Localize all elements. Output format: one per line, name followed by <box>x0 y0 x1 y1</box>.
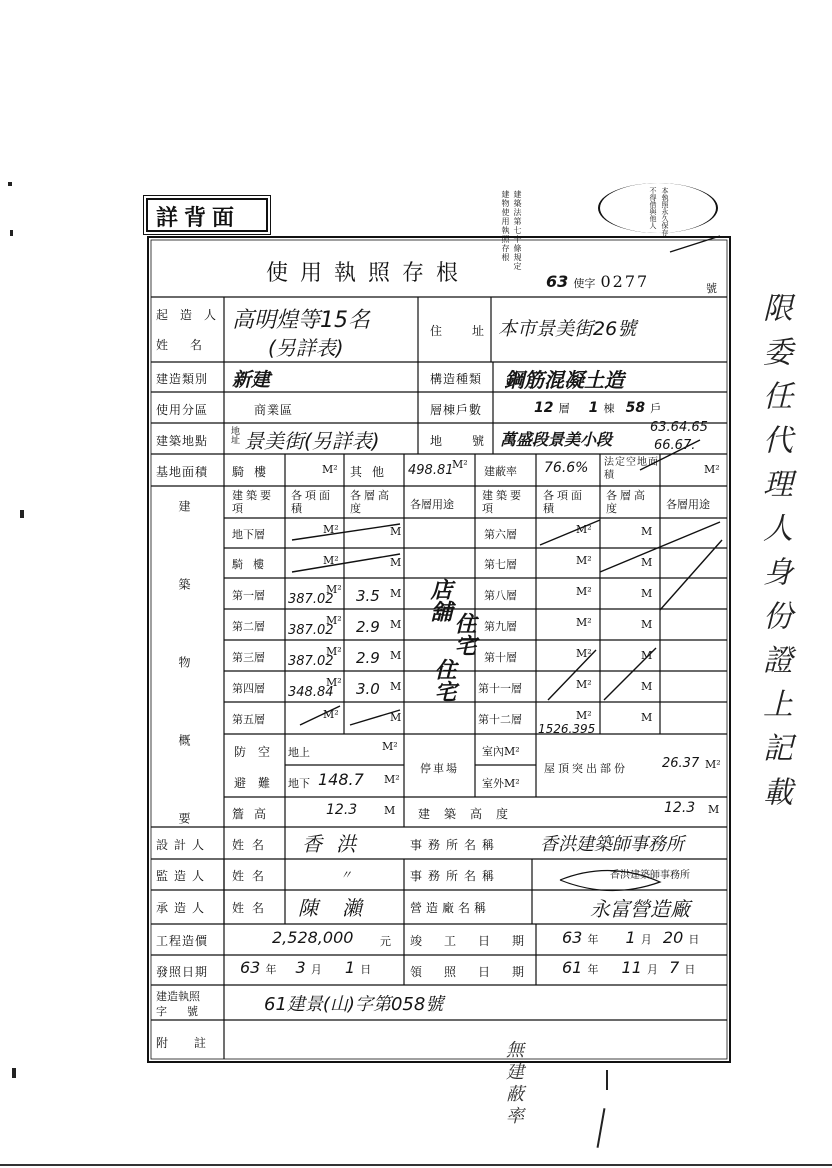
factory-value: 永富營造廠 <box>590 897 690 921</box>
shelter-label-1: 防空 <box>234 745 283 759</box>
col-use-right: 各層用途 <box>666 498 710 511</box>
arcade-unit: M² <box>322 463 338 476</box>
eaves-value: 12.3 <box>326 802 358 818</box>
reverse-side-label: 詳背面 <box>156 205 241 231</box>
right-m2-3: M² <box>576 616 592 629</box>
right-row-label-5: 第十一層 <box>478 682 522 695</box>
designer-office-label: 事務所名稱 <box>410 838 501 852</box>
collect-day: 7 <box>669 958 680 977</box>
above-unit: M² <box>382 740 398 753</box>
lot-value: 萬盛段景美小段 <box>500 430 613 449</box>
issue-label: 發照日期 <box>156 965 209 979</box>
address-value: 本市景美街26號 <box>498 318 637 340</box>
applicant-name-1: 高明煌等15名 <box>232 308 370 333</box>
regulation-note-1: 建築法第七十條規定 <box>513 190 522 271</box>
left-row-area-3: 387.02 <box>288 623 334 638</box>
issue-day-unit: 日 <box>360 963 372 976</box>
permit-number-suffix: 號 <box>706 282 717 295</box>
right-row-label-6: 第十二層 <box>478 713 522 726</box>
collect-date <box>562 958 695 977</box>
permit-value: 61建景(山)字第058號 <box>264 994 444 1015</box>
other-unit: M² <box>452 458 468 471</box>
lot-numbers-2: 66.67. <box>654 438 696 453</box>
left-m2-1: M² <box>323 554 339 567</box>
buildings-unit: 棟 <box>603 402 615 415</box>
issue-day: 1 <box>344 958 356 977</box>
left-row-height-4: 2.9 <box>356 649 380 667</box>
col-height-right <box>606 489 654 515</box>
category-value: 新建 <box>232 369 271 391</box>
permit-word: 使字 <box>573 277 596 290</box>
regulation-note-2: 建物使用執照存根 <box>501 190 510 262</box>
left-row-label-6: 第五層 <box>232 713 265 726</box>
page-bottom-edge <box>0 1164 832 1166</box>
roof-label: 屋頂突出部份 <box>544 762 628 775</box>
below-value: 148.7 <box>318 770 364 789</box>
scan-artifact-1 <box>8 182 12 186</box>
outdoor-label: 室外M² <box>482 777 520 790</box>
left-row-label-2: 第一層 <box>232 589 265 602</box>
left-row-height-3: 2.9 <box>356 618 380 636</box>
left-row-area-4: 387.02 <box>288 654 334 669</box>
contractor-name-label: 姓名 <box>232 901 273 915</box>
scan-artifact-3 <box>20 510 24 518</box>
bheight-unit: M <box>708 803 720 816</box>
households-unit: 戶 <box>650 402 662 415</box>
complete-month: 1 <box>625 928 636 947</box>
applicant-name-2: (另詳表) <box>268 336 344 360</box>
right-m2-6: M² <box>576 709 592 722</box>
factory-label: 營造廠名稱 <box>410 901 491 915</box>
col-item-right-text: 建築要項 <box>482 489 524 515</box>
shelter-label-2: 避難 <box>234 776 283 790</box>
arcade-label: 騎樓 <box>232 465 277 479</box>
cost-label: 工程造價 <box>156 934 209 948</box>
col-area-right <box>543 489 595 515</box>
left-m2-0: M² <box>323 523 339 536</box>
col-use-left: 各層用途 <box>410 498 454 511</box>
floors-count: 12 <box>534 400 554 416</box>
roof-unit: M² <box>705 758 721 771</box>
floors-values <box>534 397 661 416</box>
coverage-value: 76.6% <box>544 460 589 476</box>
category-label: 建造類別 <box>156 372 209 386</box>
area-label: 基地面積 <box>156 465 209 479</box>
structure-label: 構造種類 <box>430 372 483 386</box>
supervisor-label: 監造人 <box>156 869 211 883</box>
collect-year: 61 <box>562 958 583 977</box>
right-row-area-6: 1526.395 <box>538 722 596 736</box>
zone-label: 使用分區 <box>156 403 209 417</box>
right-row-label-4: 第十層 <box>484 651 517 664</box>
permit-number: 0277 <box>600 272 650 291</box>
permit-label-2: 字號 <box>156 1005 218 1018</box>
indoor-label: 室內M² <box>482 745 520 758</box>
parking-label: 停車場 <box>420 762 459 775</box>
eaves-label: 簷高 <box>232 807 277 821</box>
collect-month: 11 <box>621 958 642 977</box>
complete-day: 20 <box>662 928 684 947</box>
right-m-4: M <box>641 649 653 662</box>
location-label: 建築地點 <box>156 434 209 448</box>
right-m-6: M <box>641 711 653 724</box>
left-m2-5: M² <box>326 676 342 689</box>
above-label: 地上 <box>288 746 310 759</box>
circle-note-1: 本執照永久保存 <box>661 187 669 236</box>
complete-year: 63 <box>562 928 583 947</box>
issue-date <box>240 958 371 977</box>
use-shop: 店舖 <box>427 578 452 622</box>
left-m-6: M <box>390 711 402 724</box>
col-area-left <box>291 489 339 515</box>
below-label: 地下 <box>288 777 310 790</box>
notes-label: 附註 <box>156 1036 233 1050</box>
address-label-2: 址 <box>472 324 486 338</box>
use-residence-2: 住宅 <box>431 658 456 702</box>
col-item-left <box>232 489 280 515</box>
collect-day-unit: 日 <box>684 963 696 976</box>
col-height-right-text: 各層高度 <box>606 489 648 515</box>
col-item-left-text: 建築要項 <box>232 489 274 515</box>
designer-name: 香洪 <box>302 832 370 856</box>
complete-date <box>562 928 699 947</box>
right-m2-1: M² <box>576 554 592 567</box>
issue-month-unit: 月 <box>310 963 322 976</box>
designer-office: 香洪建築師事務所 <box>540 834 684 855</box>
supervisor-office-label: 事務所名稱 <box>410 869 501 883</box>
issue-year-unit: 年 <box>265 963 277 976</box>
contractor-name: 陳瀨 <box>298 896 386 920</box>
left-row-area-5: 348.84 <box>288 685 334 700</box>
right-m-0: M <box>641 525 653 538</box>
floors-unit: 層 <box>558 402 570 415</box>
complete-day-unit: 日 <box>688 933 700 946</box>
applicant-label-2: 姓名 <box>156 338 225 352</box>
bheight-label: 建築高度 <box>418 807 523 821</box>
section-label: 建築物概要 <box>177 500 191 890</box>
right-m-1: M <box>641 556 653 569</box>
left-m-0: M <box>390 525 402 538</box>
supervisor-name-label: 姓名 <box>232 869 273 883</box>
cost-unit: 元 <box>380 935 391 948</box>
designer-label: 設計人 <box>156 838 211 852</box>
collect-month-unit: 月 <box>647 963 658 976</box>
left-row-label-4: 第三層 <box>232 651 265 664</box>
lot-numbers-1: 63.64.65 <box>650 420 708 435</box>
permit-year: 63 <box>546 272 569 291</box>
left-row-height-5: 3.0 <box>356 680 380 698</box>
permit-label-1: 建造執照 <box>156 990 200 1003</box>
right-row-label-0: 第六層 <box>484 528 517 541</box>
other-label: 其他 <box>350 465 395 479</box>
supervisor-office: 香洪建築師事務所 <box>610 870 690 881</box>
cost-value: 2,528,000 <box>272 928 354 947</box>
zone-value: 商業區 <box>254 403 294 417</box>
location-value: 景美街(另詳表) <box>244 429 380 453</box>
coverage-label: 建蔽率 <box>484 465 517 478</box>
lot-label-2: 號 <box>472 434 486 448</box>
right-m2-2: M² <box>576 585 592 598</box>
scan-artifact-2 <box>10 230 13 236</box>
complete-label: 竣工日期 <box>410 934 547 948</box>
right-m2-5: M² <box>576 678 592 691</box>
left-row-height-2: 3.5 <box>356 587 380 605</box>
permit-number-block <box>546 272 649 291</box>
right-m2-4: M² <box>576 647 592 660</box>
left-row-label-5: 第四層 <box>232 682 265 695</box>
open-space-unit: M² <box>704 463 720 476</box>
circle-note-2: 不得借與他人 <box>649 187 657 229</box>
use-residence-1: 住宅 <box>451 612 476 656</box>
bottom-stroke-1 <box>606 1070 608 1090</box>
issue-month: 3 <box>295 958 306 977</box>
open-space-text: 法定空地面積 <box>604 457 659 481</box>
complete-year-unit: 年 <box>587 933 599 946</box>
form-title: 使用執照存根 <box>266 261 471 286</box>
left-row-label-3: 第二層 <box>232 620 265 633</box>
address-label-1: 住 <box>430 324 444 338</box>
structure-value: 鋼筋混凝土造 <box>504 368 624 392</box>
collect-year-unit: 年 <box>587 963 599 976</box>
right-margin-notes: 限委任代理人身份證上記載 <box>757 292 792 820</box>
col-area-right-text: 各項面積 <box>543 489 585 515</box>
right-m-2: M <box>641 587 653 600</box>
scan-artifact-4 <box>12 1068 16 1078</box>
applicant-label-1: 起造人 <box>156 308 229 322</box>
households-count: 58 <box>625 400 646 416</box>
issue-year: 63 <box>240 958 261 977</box>
other-value: 498.81 <box>408 463 454 478</box>
left-row-label-0: 地下層 <box>232 528 265 541</box>
complete-month-unit: 月 <box>640 933 652 946</box>
left-m-1: M <box>390 556 402 569</box>
collect-label: 領照日期 <box>410 965 547 979</box>
left-m-4: M <box>390 649 402 662</box>
left-m-3: M <box>390 618 402 631</box>
bheight-value: 12.3 <box>664 800 696 816</box>
right-m-3: M <box>641 618 653 631</box>
col-item-right <box>482 489 530 515</box>
right-row-label-2: 第八層 <box>484 589 517 602</box>
left-m2-4: M² <box>326 645 342 658</box>
supervisor-name: 〃 <box>340 868 353 882</box>
open-space-label <box>604 456 660 482</box>
left-row-area-2: 387.02 <box>288 592 334 607</box>
eaves-unit: M <box>384 804 396 817</box>
left-m-5: M <box>390 680 402 693</box>
buildings-count: 1 <box>588 400 599 416</box>
right-m2-0: M² <box>576 523 592 536</box>
roof-value: 26.37 <box>662 756 700 771</box>
lot-label-1: 地 <box>430 434 444 448</box>
left-m2-3: M² <box>326 614 342 627</box>
left-m-2: M <box>390 587 402 600</box>
floors-label: 層棟戶數 <box>430 403 483 417</box>
right-row-label-3: 第九層 <box>484 620 517 633</box>
left-m2-2: M² <box>326 583 342 596</box>
left-row-label-1: 騎樓 <box>232 558 274 571</box>
below-unit: M² <box>384 773 400 786</box>
designer-name-label: 姓名 <box>232 838 273 852</box>
right-m-5: M <box>641 680 653 693</box>
contractor-label: 承造人 <box>156 901 211 915</box>
location-sub: 地址 <box>229 426 239 444</box>
col-area-left-text: 各項面積 <box>291 489 333 515</box>
bottom-marks: 無建蔽率 <box>503 1040 524 1128</box>
left-m2-6: M² <box>323 708 339 721</box>
col-height-left-text: 各層高度 <box>350 489 392 515</box>
right-row-label-1: 第七層 <box>484 558 517 571</box>
col-height-left <box>350 489 398 515</box>
